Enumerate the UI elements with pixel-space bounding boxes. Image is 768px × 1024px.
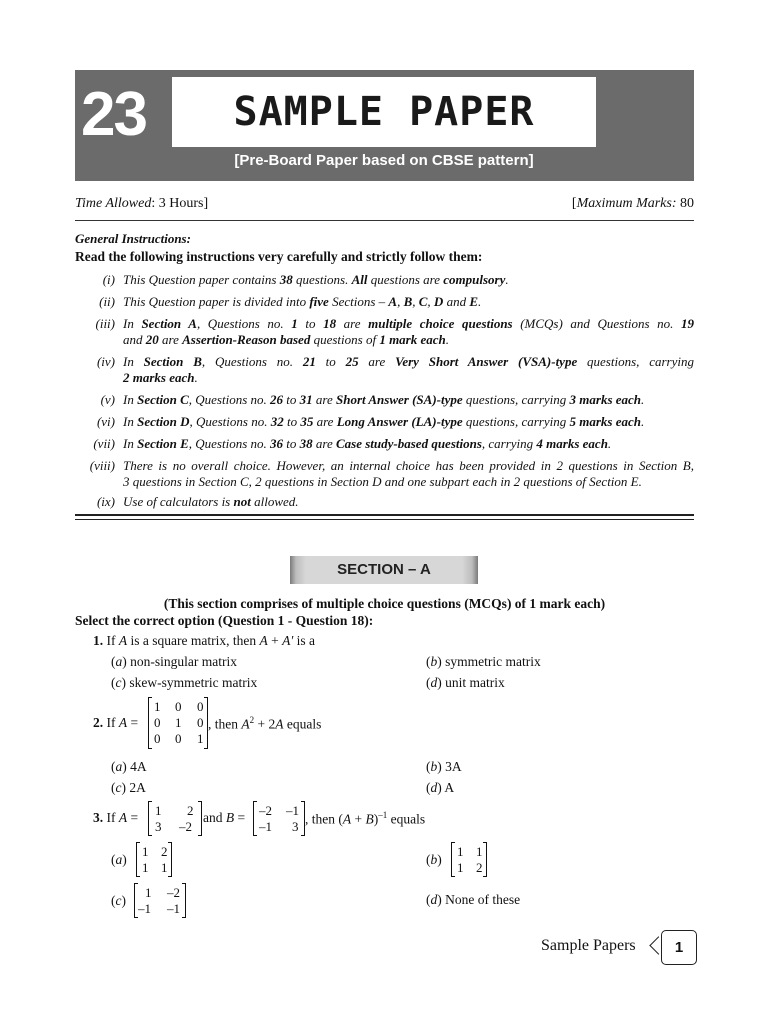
q1-option-a: (a) non-singular matrix <box>111 654 237 669</box>
q3-option-a-matrix: 1 2 1 1 <box>136 843 172 876</box>
q3-option-c-matrix: 1 –2 –1 –1 <box>134 884 186 917</box>
q2-option-a: (a) 4A <box>111 759 147 774</box>
divider <box>75 220 694 221</box>
instruction-num: (iv) <box>96 354 115 369</box>
section-a-badge <box>290 556 478 584</box>
section-note: (This section comprises of multiple choice questions (MCQs) of 1 mark each) <box>163 596 606 611</box>
instruction-num: (i) <box>102 272 115 287</box>
instructions-heading: General Instructions: <box>75 231 191 246</box>
q3-option-b-matrix: 1 1 1 2 <box>451 843 487 876</box>
q3-option-d: (d) None of these <box>426 892 521 907</box>
question-3-tail: , then $(A + B)^{-1}$ equals <box>305 810 426 827</box>
q3-option-a: (a) <box>111 852 127 867</box>
q2-option-c: (c) 2A <box>111 780 146 795</box>
q3-option-c: (c) <box>111 893 126 908</box>
instruction-num: (vii) <box>93 436 115 451</box>
q3-option-b: (b) <box>426 852 442 867</box>
q2-option-d: (d) A <box>426 780 455 795</box>
instruction-item: (viii) There is no overall choice. However, an internal choice has been provided in 2 questions in Section B, 3 questions in Section C, 2 questions in Section D and one subpart each in 2 questions of Section E. <box>75 458 694 490</box>
double-divider <box>75 514 694 520</box>
instruction-item: (iii) In Section A, Questions no. 1 to 18 are multiple choice questions (MCQs) and Questions no. 19 and 20 are Assertion-Reason based questions of 1 mark each. <box>75 316 694 348</box>
q1-option-c: (c) skew-symmetric matrix <box>111 675 258 690</box>
question-2: 2. If A = <box>93 715 139 730</box>
instruction-item: (v) In Section C, Questions no. 26 to 31 are Short Answer (SA)-type questions, carrying 3 marks each. <box>75 392 694 408</box>
instruction-item: (vii) In Section E, Questions no. 36 to 38 are Case study-based questions, carrying 4 marks each. <box>75 436 694 452</box>
q1-option-d: (d) unit matrix <box>426 675 505 690</box>
paper-number: 23 <box>81 80 146 149</box>
question-3: 3. If A = <box>93 810 139 825</box>
instruction-num: (iii) <box>95 316 115 331</box>
title-box <box>172 77 596 147</box>
select-instruction: Select the correct option (Question 1 - Question 18): <box>75 613 374 628</box>
general-instructions <box>75 231 694 265</box>
question-1: 1. If A is a square matrix, then A + A′ is a <box>93 633 316 648</box>
instruction-item: (ii) This Question paper is divided into five Sections – A, B, C, D and E. <box>75 294 694 310</box>
instruction-item: (vi) In Section D, Questions no. 32 to 35 are Long Answer (LA)-type questions, carrying 5 marks each. <box>75 414 694 430</box>
instruction-num: (ii) <box>99 294 115 309</box>
instruction-item: (ix) Use of calculators is not allowed. <box>75 494 694 510</box>
q3-matrix-a: 1 2 3 –2 <box>148 802 202 835</box>
question-3-and: and B = <box>203 810 246 825</box>
q3-matrix-b: –2 –1 –1 3 <box>253 802 305 835</box>
q1-option-b: (b) symmetric matrix <box>426 654 541 669</box>
instruction-num: (viii) <box>89 458 115 473</box>
time-label: Time Allowed <box>75 196 152 211</box>
q2-matrix: 1 0 0 0 1 0 0 0 1 <box>148 698 208 748</box>
q2-option-b: (b) 3A <box>426 759 462 774</box>
instruction-num: (ix) <box>96 494 115 509</box>
paper-title: SAMPLE PAPER <box>233 89 535 135</box>
section-badge-label: SECTION – A <box>337 561 431 578</box>
time-value: : 3 Hours] <box>151 196 209 211</box>
instruction-item: (i) This Question paper contains 38 questions. All questions are compulsory. <box>75 272 694 288</box>
paper-header <box>75 70 694 181</box>
instruction-num: (v) <box>100 392 115 407</box>
marks-value: 80 <box>676 196 694 211</box>
time-marks-line: Time Allowed: 3 Hours] [Maximum Marks: 80 <box>75 196 694 211</box>
instruction-item: (iv) In Section B, Questions no. 21 to 25 are Very Short Answer (VSA)-type questions, carrying 2 marks each. <box>75 354 694 386</box>
marks-label: Maximum Marks: <box>576 196 677 211</box>
instruction-num: (vi) <box>96 414 115 429</box>
page-number: 1 <box>661 930 697 965</box>
question-2-tail: , then $A^2 + 2A$ equals <box>208 715 322 732</box>
footer-label: Sample Papers <box>541 937 636 954</box>
paper-subtitle: [Pre-Board Paper based on CBSE pattern] <box>234 152 534 169</box>
instructions-lead: Read the following instructions very carefully and strictly follow them: <box>75 249 483 264</box>
